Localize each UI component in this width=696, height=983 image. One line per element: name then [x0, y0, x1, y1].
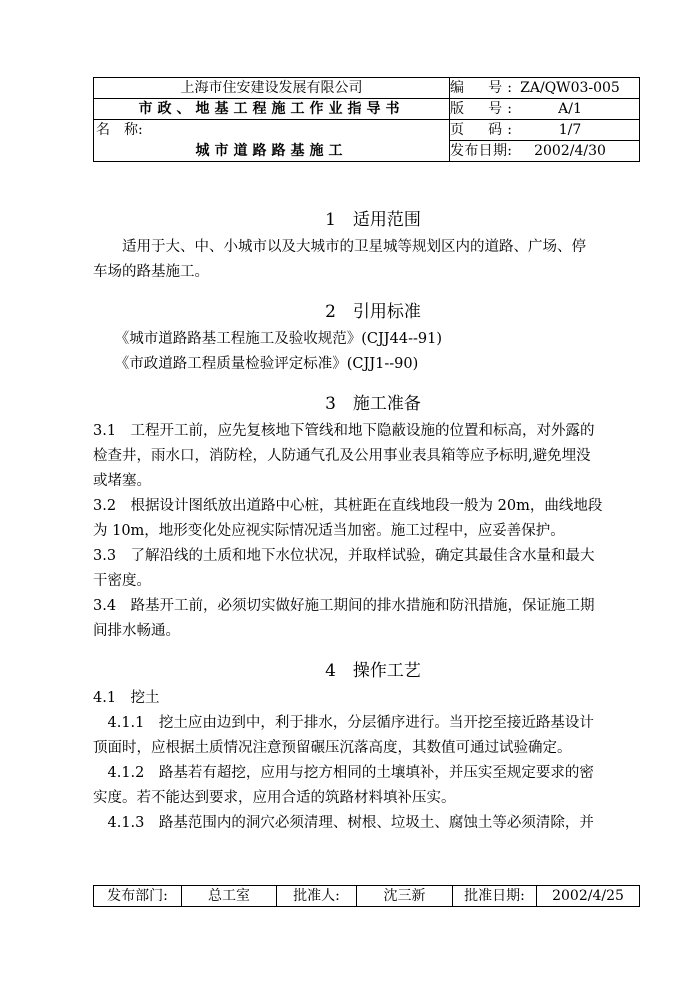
section-heading: 3 施工准备: [325, 394, 421, 414]
page-value: 1/7: [558, 122, 582, 138]
header-table: [93, 77, 640, 162]
section-heading: 1 适用范围: [325, 210, 421, 230]
publish-dept-value: 总工室: [182, 886, 277, 907]
body-line: 《城市道路路基工程施工及验收规范》(CJJ44--91): [93, 331, 442, 347]
doc-number-label: 编 号:: [450, 80, 512, 96]
body-line: 实度。若不能达到要求，应用合适的筑路材料填补压实。: [93, 790, 456, 806]
company-name: 上海市住安建设发展有限公司: [94, 78, 450, 99]
body-line: 4.1.1 挖土应由边到中，利于排水，分层循序进行。当开挖至接近路基设计: [93, 715, 594, 731]
section-heading: 2 引用标准: [325, 302, 421, 322]
name-label: 名 称:: [94, 120, 450, 141]
version-label: 版 号:: [450, 101, 512, 117]
publish-dept-label: 发布部门:: [94, 886, 182, 907]
document-body: [93, 205, 653, 836]
approval-date-value: 2002/4/25: [537, 886, 640, 907]
version-value: A/1: [558, 101, 582, 117]
page-cell: [450, 120, 640, 141]
body-line: 间排水畅通。: [93, 623, 180, 639]
body-line: 为 10m，地形变化处应视实际情况适当加密。施工过程中，应妥善保护。: [93, 523, 565, 539]
publish-date-value: 2002/4/30: [534, 143, 606, 159]
body-line: 适用于大、中、小城市以及大城市的卫星城等规划区内的道路、广场、停: [93, 239, 586, 255]
publish-date-label: 发布日期:: [450, 143, 512, 159]
footer-table: [93, 885, 640, 907]
version-cell: [450, 99, 640, 120]
approval-date-label: 批准日期:: [453, 886, 537, 907]
body-line: 3.1 工程开工前，应先复核地下管线和地下隐蔽设施的位置和标高，对外露的: [93, 423, 595, 439]
body-line: 4.1.2 路基若有超挖，应用与挖方相同的土壤填补，并压实至规定要求的密: [93, 765, 594, 781]
body-line: 3.2 根据设计图纸放出道路中心桩，其桩距在直线地段一般为 20m，曲线地段: [93, 498, 603, 514]
section-heading: 4 操作工艺: [325, 661, 421, 681]
body-line: 3.4 路基开工前，必须切实做好施工期间的排水措施和防汛措施，保证施工期: [93, 598, 595, 614]
body-line: 车场的路基施工。: [93, 264, 209, 280]
project-title: 城市道路路基施工: [94, 141, 450, 162]
body-line: 干密度。: [93, 573, 151, 589]
body-line: 或堵塞。: [93, 473, 151, 489]
publish-date-cell: [450, 141, 640, 162]
body-line: 3.3 了解沿线的土质和地下水位状况，并取样试验，确定其最佳含水量和最大: [93, 548, 595, 564]
doc-title: 市政、地基工程施工作业指导书: [94, 99, 450, 120]
doc-number-cell: [450, 78, 640, 99]
body-line: 顶面时，应根据土质情况注意预留碾压沉落高度，其数值可通过试验确定。: [93, 740, 572, 756]
approver-label: 批准人:: [277, 886, 357, 907]
doc-number-value: ZA/QW03-005: [520, 80, 620, 96]
body-line: 4.1.3 路基范围内的洞穴必须清理、树根、垃圾土、腐蚀土等必须清除，并: [93, 815, 594, 831]
approver-value: 沈三新: [357, 886, 453, 907]
page-label: 页 码:: [450, 122, 512, 138]
body-line: 检查井，雨水口，消防栓，人防通气孔及公用事业表具箱等应予标明,避免埋没: [93, 448, 591, 464]
body-line: 4.1 挖土: [93, 690, 160, 706]
body-line: 《市政道路工程质量检验评定标准》(CJJ1--90): [93, 356, 419, 372]
